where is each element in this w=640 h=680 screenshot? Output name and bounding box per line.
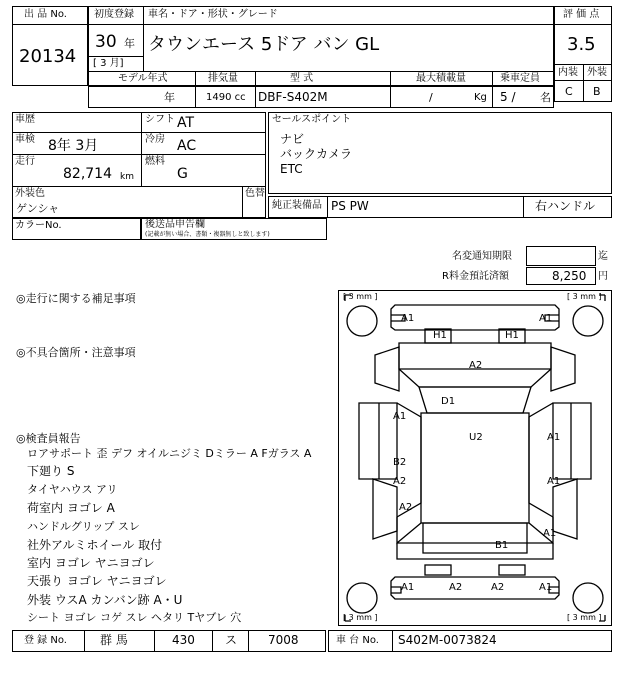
- inspector-line-7: 室内 ヨゴレ ヤニヨゴレ: [27, 556, 155, 570]
- mark-left-a2-rear: A2: [399, 502, 413, 513]
- mark-rear-panel: B1: [495, 540, 509, 551]
- mark-hood: A2: [469, 360, 483, 371]
- inspector-line-1: ロアサポート 歪 デフ オイルニジミ Dミラー A Fガラス A: [27, 447, 312, 460]
- sales-point-3: ETC: [280, 162, 303, 176]
- handle-value: 右ハンドル: [535, 199, 596, 213]
- recycle-unit: 円: [598, 271, 608, 282]
- mark-right-rear-door: A1: [547, 476, 561, 487]
- mileage-value: 82,714: [63, 166, 112, 182]
- sales-point-1: ナビ: [280, 132, 305, 146]
- displacement-label: 排気量: [208, 73, 238, 84]
- inspector-line-6: 社外アルミホイール 取付: [27, 538, 163, 552]
- mark-rear-a1-right: A1: [539, 582, 553, 593]
- lot-number: 20134: [19, 46, 77, 67]
- tire-br-depth: [ 3 mm ]: [567, 613, 602, 622]
- post-delivery-note: (記載が無い場合、書類・複器無しと致します): [145, 231, 270, 238]
- history-label: 車歴: [15, 114, 35, 125]
- reg-label: 登 録 No.: [24, 635, 67, 646]
- mark-left-a2-mid: A2: [393, 476, 407, 487]
- mark-front-right: A1: [539, 313, 553, 324]
- tire-rear-right: [573, 583, 603, 613]
- fuel-label: 燃料: [145, 156, 165, 167]
- ac-label: 冷房: [145, 134, 165, 145]
- max-load-slash: /: [429, 91, 433, 104]
- inspector-line-10: シート ヨゴレ コゲ スレ ヘタリ Tヤブレ 穴: [27, 611, 242, 624]
- displacement-value: 1490 cc: [206, 92, 246, 103]
- reg-kana: ス: [225, 633, 238, 647]
- inspector-line-4: 荷室内 ヨゴレ A: [27, 501, 115, 515]
- first-reg-year: 30: [95, 32, 117, 52]
- model-year-unit: 年: [164, 91, 175, 104]
- supplement-title: ◎走行に関する補足事項: [16, 292, 136, 305]
- first-reg-label: 初度登録: [94, 9, 134, 20]
- mark-rear-a2-2: A2: [491, 582, 505, 593]
- sales-point-2: バックカメラ: [280, 147, 353, 161]
- front-bumper: [391, 305, 559, 330]
- year-unit: 年: [124, 37, 135, 50]
- tire-front-right: [573, 306, 603, 336]
- exterior-label: 外装: [587, 67, 607, 78]
- reg-area: 群 馬: [100, 633, 128, 647]
- name-change-box: [526, 246, 596, 266]
- score-label: 評 価 点: [563, 9, 600, 20]
- chassis-label: 車 台 No.: [336, 635, 379, 646]
- mark-rear-a1-left: A1: [401, 582, 415, 593]
- vehicle-diagram-svg: [339, 291, 611, 625]
- sales-points-label: セールスポイント: [272, 114, 352, 125]
- tire-tr-depth: [ 3 mm ]: [567, 292, 602, 301]
- inspection-value: 8年 3月: [48, 138, 99, 154]
- mark-left-front-door: A1: [393, 411, 407, 422]
- capacity-unit: 名: [540, 91, 551, 104]
- tire-tl-depth: [ 3 mm ]: [343, 292, 378, 301]
- inspector-line-2: 下廻り S: [27, 464, 75, 478]
- rear-bumper: [391, 577, 559, 599]
- mark-roof: U2: [469, 432, 483, 443]
- taillight-left: [425, 565, 451, 575]
- inspector-title: ◎検査員報告: [16, 432, 81, 445]
- recycle-value: 8,250: [552, 269, 587, 283]
- inspector-line-5: ハンドルグリップ スレ: [27, 520, 140, 533]
- first-reg-month: [ 3 月]: [93, 58, 124, 69]
- mark-h1-right: H1: [505, 330, 519, 341]
- interior-grade: C: [565, 85, 573, 98]
- shift-label: シフト: [145, 114, 175, 125]
- type-value: DBF-S402M: [258, 90, 328, 104]
- fuel-value: G: [177, 166, 188, 182]
- roof: [421, 413, 529, 523]
- car-name-label: 車名・ドア・形状・グレード: [148, 9, 278, 20]
- name-change-unit: 迄: [598, 251, 608, 262]
- interior-label: 内装: [558, 67, 578, 78]
- ac-value: AC: [177, 138, 197, 154]
- shift-value: AT: [177, 115, 195, 131]
- mark-left-b2: B2: [393, 457, 407, 468]
- exterior-grade: B: [593, 85, 601, 98]
- tire-front-left: [347, 306, 377, 336]
- color-change-label: 色替: [245, 188, 265, 199]
- chassis-number: S402M-0073824: [398, 633, 497, 647]
- reg-class: 430: [172, 633, 195, 647]
- vehicle-diagram: [338, 290, 612, 626]
- mark-front-left: A1: [401, 313, 415, 324]
- inspector-line-9: 外装 ウスA カンバン跡 A・U: [27, 593, 183, 607]
- equipment-label: 純正装備品: [272, 200, 322, 211]
- mark-right-rear: A1: [543, 528, 557, 539]
- lot-label: 出 品 No.: [24, 9, 67, 20]
- mileage-label: 走行: [15, 156, 35, 167]
- color-value: ゲンシャ: [16, 202, 60, 215]
- tire-rear-left: [347, 583, 377, 613]
- post-delivery-label: 後送品申告欄: [145, 219, 205, 230]
- capacity-value: 5 /: [500, 90, 516, 104]
- mark-rear-a2-1: A2: [449, 582, 463, 593]
- mileage-unit: km: [120, 172, 134, 182]
- mark-h1-left: H1: [433, 330, 447, 341]
- color-label: 外装色: [15, 188, 45, 199]
- mark-windshield: D1: [441, 396, 456, 407]
- max-load-label: 最大積載量: [416, 73, 466, 84]
- taillight-right: [499, 565, 525, 575]
- score-value: 3.5: [567, 34, 596, 55]
- mark-right-front-door: A1: [547, 432, 561, 443]
- inspector-line-8: 天張り ヨゴレ ヤニヨゴレ: [27, 574, 167, 588]
- name-change-label: 名変通知期限: [452, 251, 512, 262]
- model-year-label: モデル年式: [118, 73, 168, 84]
- recycle-label: R料金預託済額: [442, 271, 509, 282]
- car-name: タウンエース 5ドア バン GL: [148, 34, 380, 55]
- type-label: 型 式: [290, 73, 314, 84]
- defects-title: ◎不具合箇所・注意事項: [16, 346, 136, 359]
- inspection-label: 車検: [15, 134, 35, 145]
- equipment-value: PS PW: [331, 199, 369, 213]
- reg-number: 7008: [268, 633, 299, 647]
- color-no-label: カラーNo.: [15, 220, 62, 231]
- inspector-line-3: タイヤハウス アリ: [27, 483, 118, 496]
- capacity-label: 乗車定員: [500, 73, 540, 84]
- max-load-unit: Kg: [474, 92, 487, 103]
- tire-bl-depth: [ 3 mm ]: [343, 613, 378, 622]
